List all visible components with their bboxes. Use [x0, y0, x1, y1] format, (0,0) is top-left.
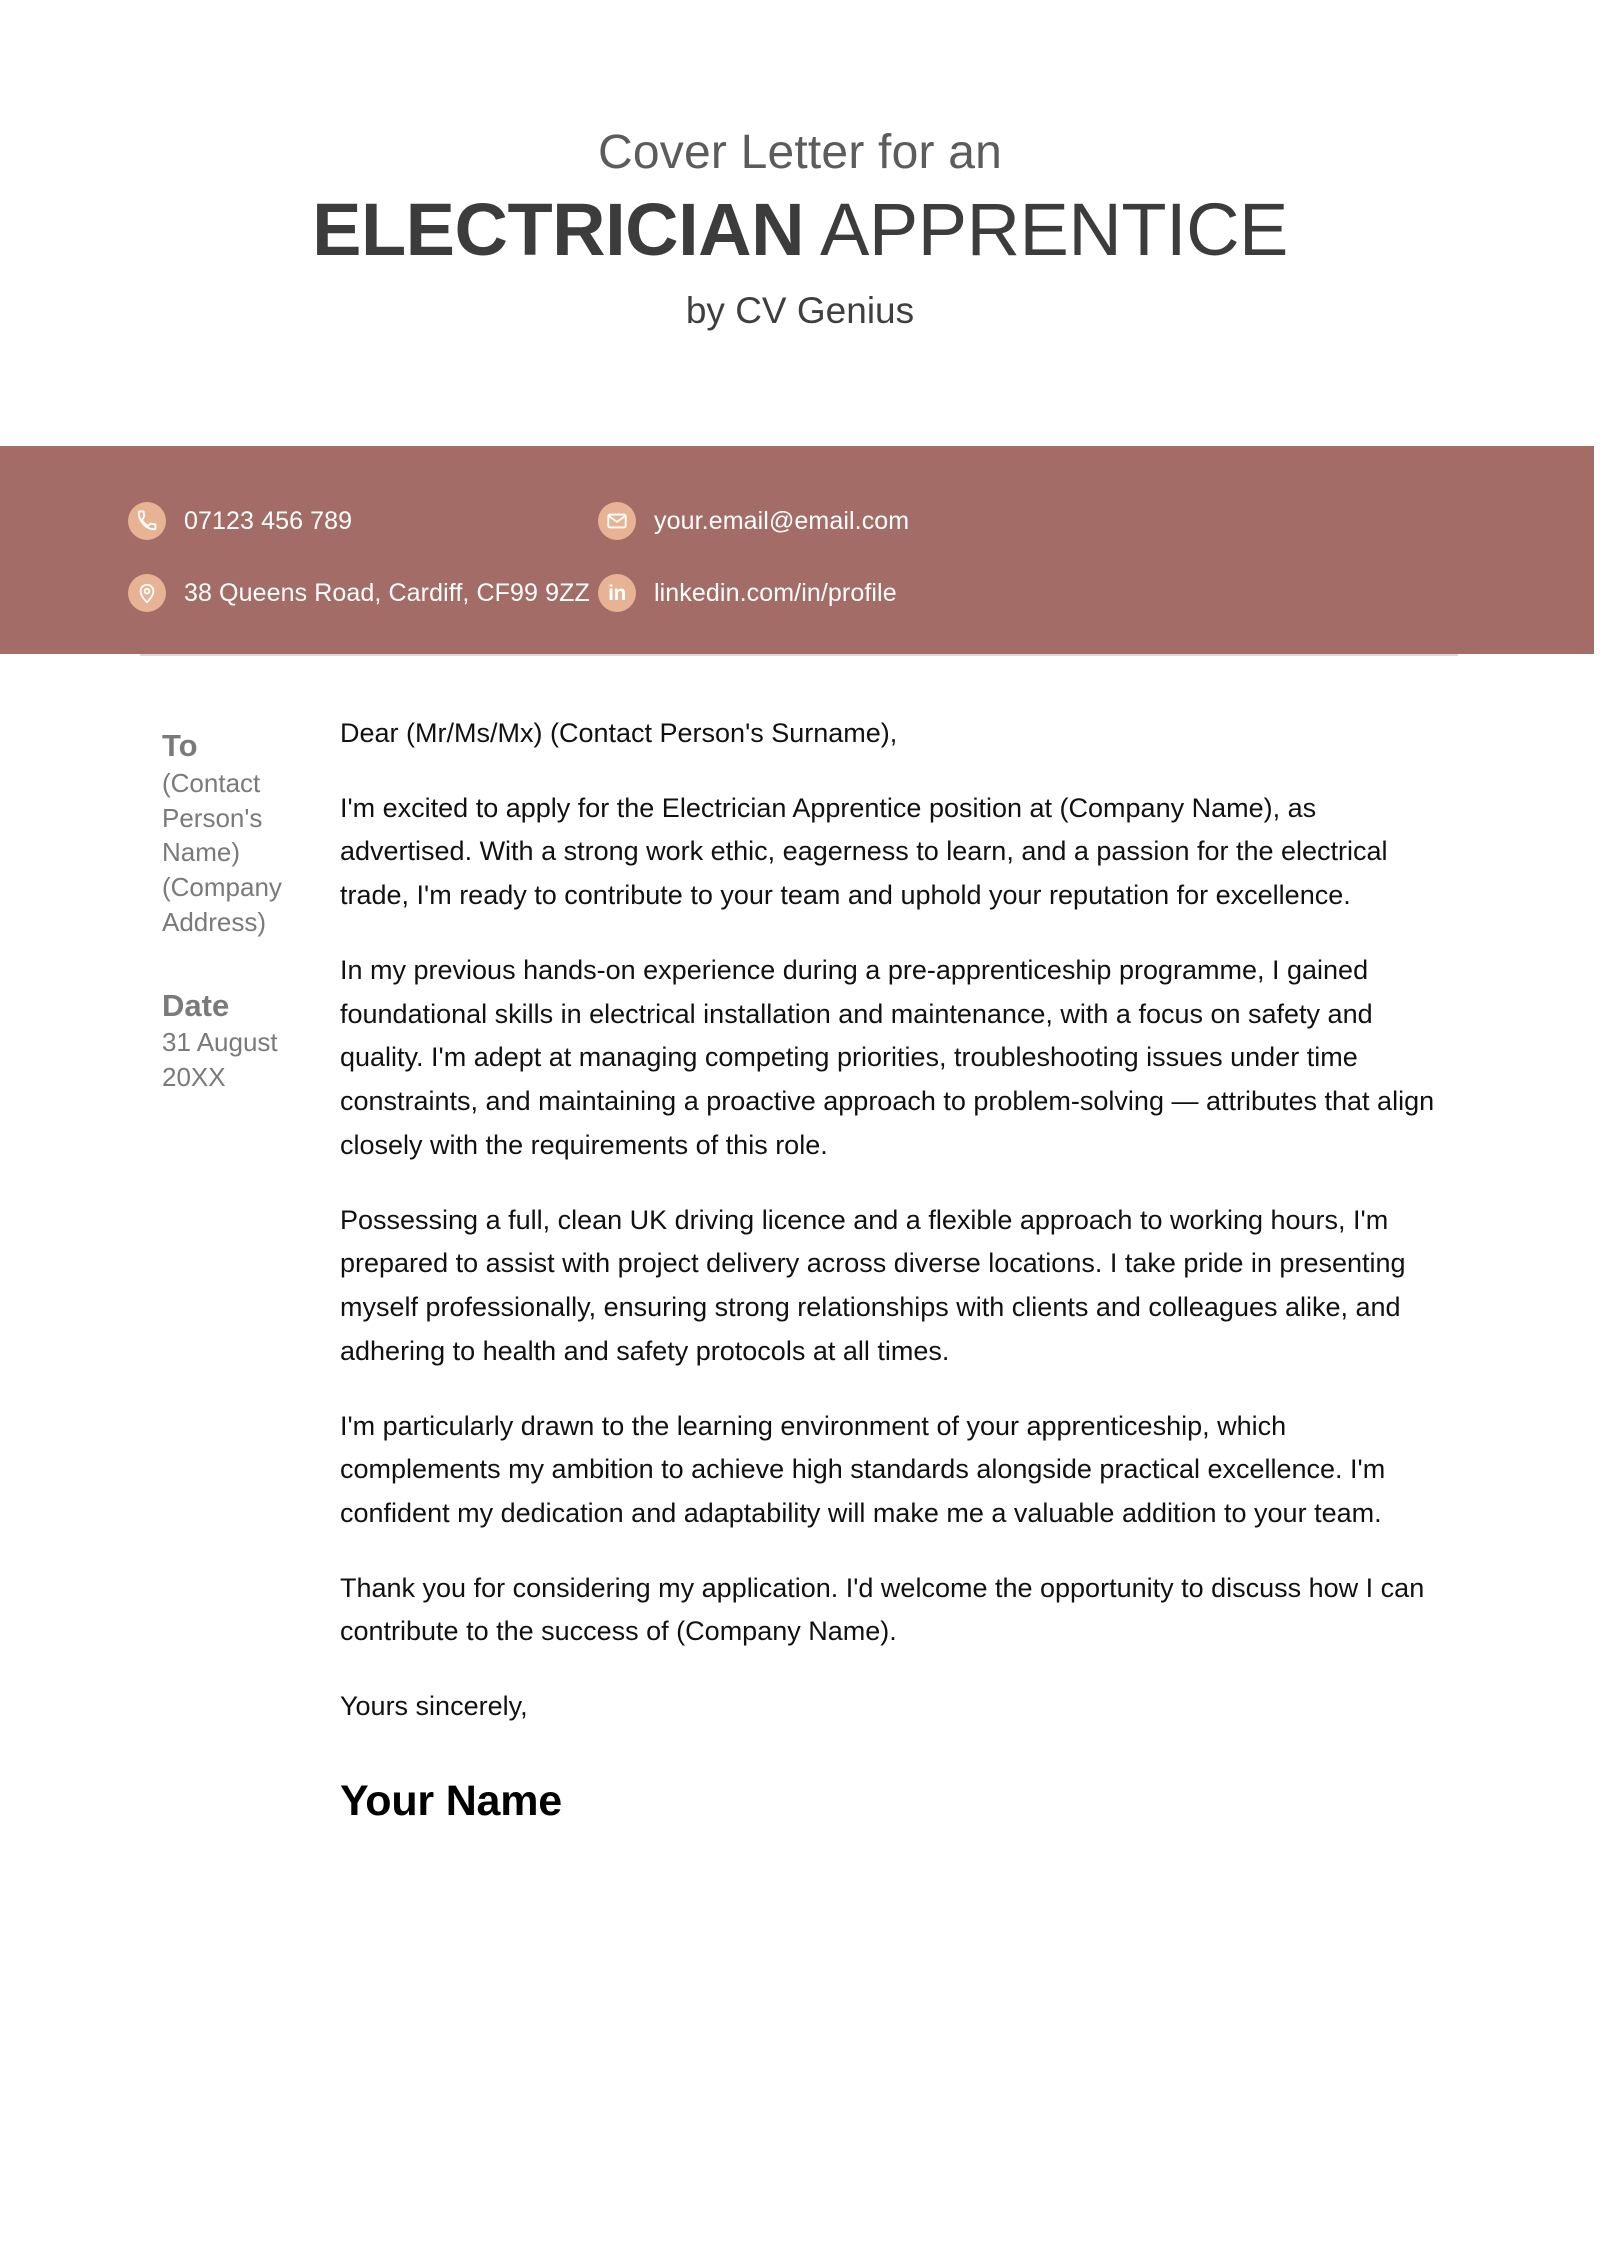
contact-band — [0, 446, 1594, 654]
paragraph-3: Possessing a full, clean UK driving licence and a flexible approach to working hours, I'm prepared to assist with project delivery across diverse locations. I take pride in presenting myself professionally, ensuring strong relationships with clients and colleagues alike, and adhering to health and safety protocols at all times. — [340, 1204, 1406, 1366]
title-role-light: APPRENTICE — [820, 188, 1288, 272]
closing-line: Yours sincerely, — [340, 1691, 528, 1722]
to-company-address: (Company Address) — [162, 872, 282, 937]
paragraph-5: Thank you for considering my application. I'd welcome the opportunity to discuss how I can contribute to the success of (Company Name). — [340, 1572, 1425, 1647]
contact-grid — [128, 490, 1458, 624]
paragraph-4: I'm particularly drawn to the learning environment of your apprenticeship, which complements my ambition to achieve high standards alongside practical excellence. I'm confident my dedication and adaptability will make me a valuable addition to your team. — [340, 1410, 1386, 1529]
contact-email-value: your.email@email.com — [654, 506, 910, 535]
contact-item-phone[interactable] — [128, 502, 598, 540]
linkedin-icon — [598, 574, 636, 612]
recipient-block — [162, 726, 340, 940]
title-role-strong: ELECTRICIAN — [312, 188, 805, 272]
document-title-block — [0, 0, 1600, 332]
contact-address-value: 38 Queens Road, Cardiff, CF99 9ZZ — [184, 578, 590, 607]
paragraph-1: I'm excited to apply for the Electrician Apprentice position at (Company Name), as advertised. With a strong work ethic, eagerness to learn, and a passion for the electrical trade, I'm ready to contribute to your team and uphold your reputation for excellence. — [340, 792, 1388, 911]
contact-item-address[interactable] — [128, 574, 598, 612]
date-block — [162, 986, 340, 1095]
contact-item-linkedin[interactable] — [598, 574, 1458, 612]
to-label: To — [162, 728, 198, 763]
letter-text-column — [340, 700, 1600, 1826]
date-value: 31 August 20XX — [162, 1027, 278, 1093]
date-label: Date — [162, 987, 230, 1023]
title-kicker: Cover Letter for an — [598, 126, 1002, 179]
paragraph-2: In my previous hands-on experience during a pre-apprenticeship programme, I gained foundational skills in electrical installation and maintenance, with a focus on safety and quality. I'm adept at managing competing priorities, troubleshooting issues under time constraints, and maintaining a proactive approach to problem-solving — attributes that align closely with the requirements of this role. — [340, 954, 1435, 1160]
title-byline: by CV Genius — [685, 289, 915, 331]
contact-linkedin-value: linkedin.com/in/profile — [654, 578, 897, 607]
contact-item-email[interactable] — [598, 502, 1458, 540]
band-divider — [140, 654, 1458, 656]
letter-body — [0, 700, 1600, 1826]
letter-meta-column — [0, 700, 340, 1826]
signature-name: Your Name — [340, 1776, 563, 1825]
contact-phone-value: 07123 456 789 — [184, 506, 353, 535]
linkedin-glyph: in — [608, 581, 626, 605]
to-contact-name: (Contact Person's Name) — [162, 767, 263, 868]
page-title — [0, 188, 1600, 272]
email-icon — [598, 502, 636, 540]
salutation: Dear (Mr/Ms/Mx) (Contact Person's Surname), — [340, 718, 898, 748]
phone-icon — [128, 502, 166, 540]
location-pin-icon — [128, 574, 166, 612]
